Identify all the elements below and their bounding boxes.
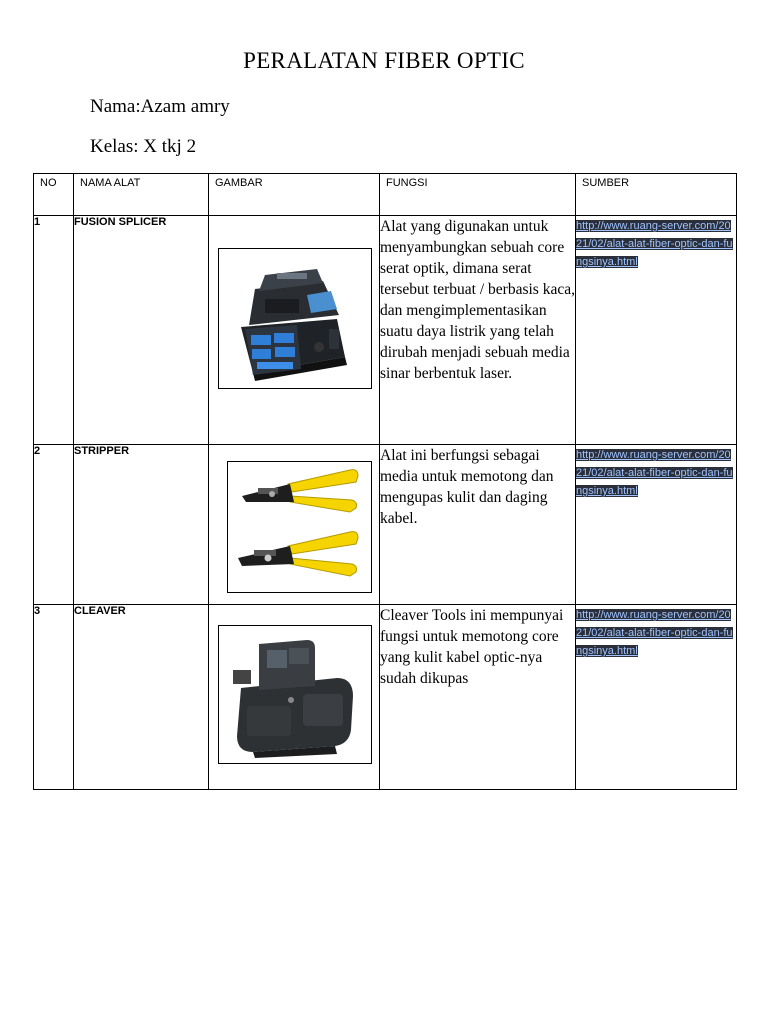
document-title: PERALATAN FIBER OPTIC: [243, 48, 525, 73]
tool-image-cell: [209, 216, 380, 445]
header-nama-alat: NAMA ALAT: [74, 174, 209, 216]
header-fungsi: FUNGSI: [380, 174, 576, 216]
header-gambar: GAMBAR: [209, 174, 380, 216]
function-text: Cleaver Tools ini mempunyai fungsi untuk memotong core yang kulit kabel optic-nya sudah dikupas: [380, 607, 564, 687]
function-text: Alat ini berfungsi sebagai media untuk memotong dan mengupas kulit dan daging kabel.: [380, 447, 554, 527]
table-header-row: [34, 174, 737, 216]
tool-function: [380, 605, 576, 790]
tool-name: STRIPPER: [74, 445, 209, 605]
cleaver-icon: [219, 626, 371, 763]
fusion-splicer-image: [218, 248, 372, 389]
tool-function: [380, 445, 576, 605]
student-name: Nama:Azam amry: [90, 96, 230, 117]
tool-name: FUSION SPLICER: [74, 216, 209, 445]
row-number: 1: [34, 216, 74, 445]
tools-table: [33, 173, 737, 790]
stripper-image: [227, 461, 372, 593]
source-link[interactable]: http://www.ruang-server.com/2021/02/alat-alat-fiber-optic-dan-fungsinya.html: [576, 609, 733, 657]
row-number: 3: [34, 605, 74, 790]
stripper-icon: [228, 462, 371, 592]
header-no: NO: [34, 174, 74, 216]
tool-source: [576, 445, 737, 605]
fusion-splicer-icon: [219, 249, 371, 388]
row-number: 2: [34, 445, 74, 605]
tool-name: CLEAVER: [74, 605, 209, 790]
tool-source: [576, 216, 737, 445]
tool-image-cell: [209, 605, 380, 790]
tool-image-cell: [209, 445, 380, 605]
source-link[interactable]: http://www.ruang-server.com/2021/02/alat-alat-fiber-optic-dan-fungsinya.html: [576, 220, 733, 268]
table-row: [34, 445, 737, 605]
cleaver-image: [218, 625, 372, 764]
source-link[interactable]: http://www.ruang-server.com/2021/02/alat-alat-fiber-optic-dan-fungsinya.html: [576, 449, 733, 497]
tool-function: [380, 216, 576, 445]
header-sumber: SUMBER: [576, 174, 737, 216]
tool-source: [576, 605, 737, 790]
student-class: Kelas: X tkj 2: [90, 136, 197, 157]
function-text: Alat yang digunakan untuk menyambungkan sebuah core serat optik, dimana serat tersebut terbuat / berbasis kaca, dan mengimplementasikan suatu daya listrik yang telah dirubah menjadi sebuah media sinar berbentuk laser.: [380, 218, 575, 382]
table-row: [34, 216, 737, 445]
table-row: [34, 605, 737, 790]
